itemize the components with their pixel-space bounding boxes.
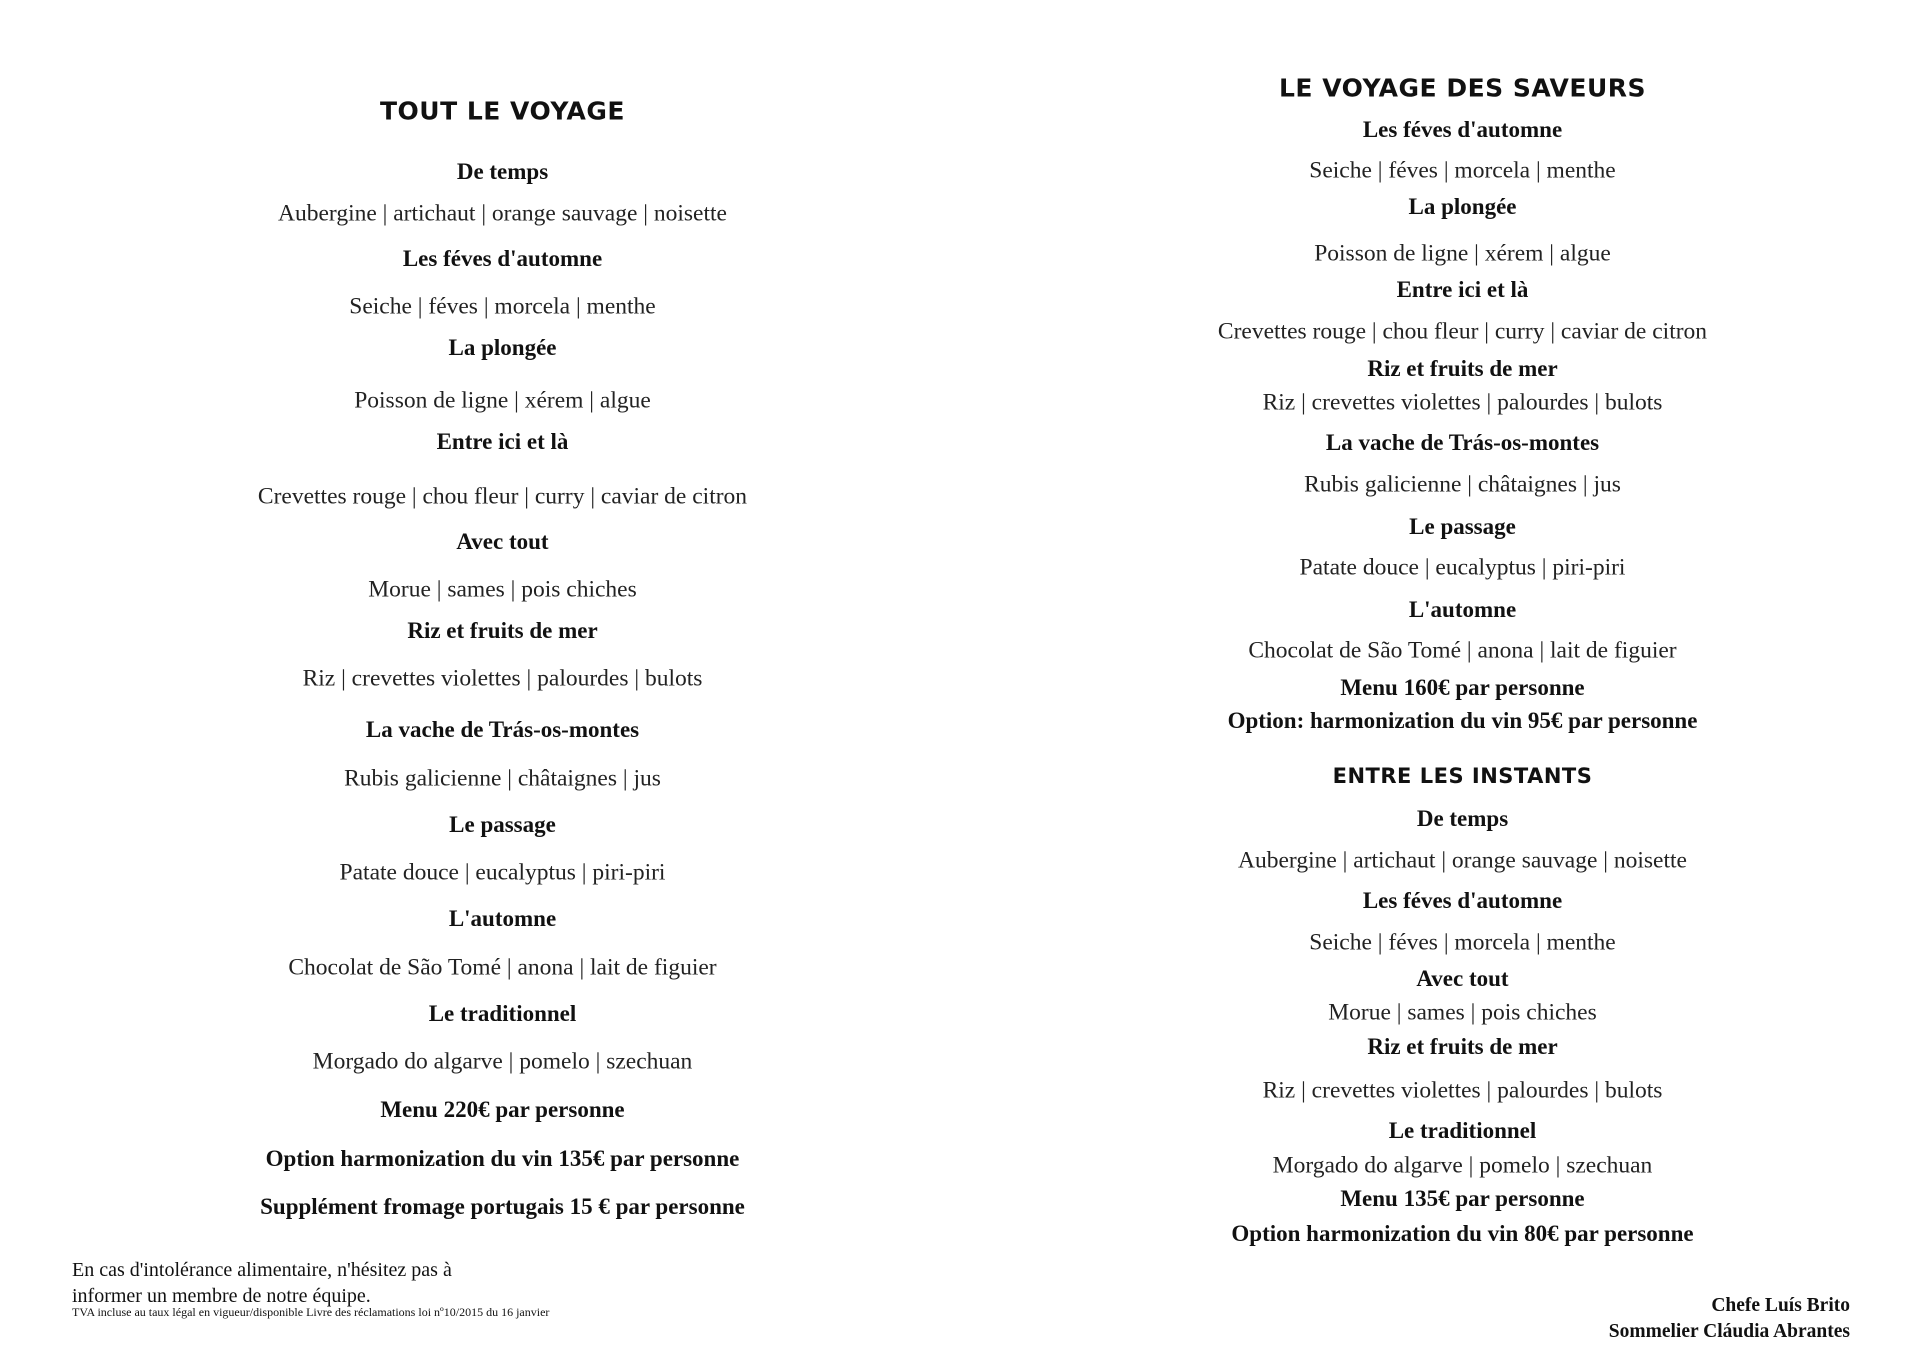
course-items: Rubis galicienne | châtaignes | jus xyxy=(344,765,661,792)
course-items: Aubergine | artichaut | orange sauvage | noisette xyxy=(1238,847,1687,874)
course-name: Riz et fruits de mer xyxy=(1367,356,1558,381)
course-items: Chocolat de São Tomé | anona | lait de figuier xyxy=(1248,637,1677,664)
course-name: Le passage xyxy=(1409,514,1516,539)
course-items: Poisson de ligne | xérem | algue xyxy=(1314,240,1611,267)
course-name: L'automne xyxy=(448,906,557,931)
menu-price: Menu 160€ par personne xyxy=(1340,675,1585,700)
wine-option: Option harmonization du vin 135€ par personne xyxy=(265,1146,740,1171)
course-name: L'automne xyxy=(1408,597,1517,622)
course-items: Morgado do algarve | pomelo | szechuan xyxy=(312,1048,693,1075)
chef-credit: Chefe Luís Brito xyxy=(1711,1295,1850,1316)
course-name: La plongée xyxy=(448,335,557,360)
course-name: La vache de Trás-os-montes xyxy=(365,717,640,742)
course-items: Poisson de ligne | xérem | algue xyxy=(354,387,651,414)
course-items: Morgado do algarve | pomelo | szechuan xyxy=(1272,1152,1653,1179)
course-items: Aubergine | artichaut | orange sauvage | noisette xyxy=(278,200,727,227)
allergy-notice-line: En cas d'intolérance alimentaire, n'hésitez pas à xyxy=(72,1259,452,1281)
menu-title: ENTRE LES INSTANTS xyxy=(1332,764,1593,788)
course-items: Riz | crevettes violettes | palourdes | bulots xyxy=(1262,389,1663,416)
course-items: Crevettes rouge | chou fleur | curry | caviar de citron xyxy=(1217,318,1708,345)
course-name: De temps xyxy=(456,159,549,184)
course-items: Seiche | féves | morcela | menthe xyxy=(1309,157,1616,184)
credits xyxy=(1609,1293,1850,1345)
course-items: Patate douce | eucalyptus | piri-piri xyxy=(1299,554,1626,581)
course-name: Avec tout xyxy=(1416,966,1509,991)
sommelier-credit: Sommelier Cláudia Abrantes xyxy=(1608,1321,1850,1342)
course-items: Seiche | féves | morcela | menthe xyxy=(349,293,656,320)
course-name: Entre ici et là xyxy=(1396,277,1529,302)
course-items: Riz | crevettes violettes | palourdes | bulots xyxy=(1262,1077,1663,1104)
course-name: Le traditionnel xyxy=(1388,1118,1537,1143)
legal-notice: TVA incluse au taux légal en vigueur/disponible Livre des réclamations loi nº10/2015 du 16 janvier xyxy=(72,1305,550,1319)
menu-title: TOUT LE VOYAGE xyxy=(379,96,625,126)
course-name: Les féves d'automne xyxy=(1362,117,1563,142)
course-name: La vache de Trás-os-montes xyxy=(1325,430,1600,455)
course-name: De temps xyxy=(1416,806,1509,831)
allergy-notice-line: informer un membre de notre équipe. xyxy=(72,1285,371,1307)
course-items: Crevettes rouge | chou fleur | curry | caviar de citron xyxy=(257,483,748,510)
course-name: Riz et fruits de mer xyxy=(1367,1034,1558,1059)
course-items: Rubis galicienne | châtaignes | jus xyxy=(1304,471,1621,498)
course-name: Les féves d'automne xyxy=(1362,888,1563,913)
course-name: Le passage xyxy=(449,812,556,837)
course-items: Seiche | féves | morcela | menthe xyxy=(1309,929,1616,956)
course-items: Patate douce | eucalyptus | piri-piri xyxy=(339,859,666,886)
wine-option: Option harmonization du vin 80€ par personne xyxy=(1231,1221,1694,1246)
course-items: Morue | sames | pois chiches xyxy=(1328,999,1597,1026)
menu-price: Menu 135€ par personne xyxy=(1340,1186,1585,1211)
menu-price: Menu 220€ par personne xyxy=(380,1097,625,1122)
menu-title: LE VOYAGE DES SAVEURS xyxy=(1278,73,1647,103)
course-name: Le traditionnel xyxy=(428,1001,577,1026)
course-name: Les féves d'automne xyxy=(402,246,603,271)
course-name: Avec tout xyxy=(456,529,549,554)
course-items: Morue | sames | pois chiches xyxy=(368,576,637,603)
course-name: La plongée xyxy=(1408,194,1517,219)
cheese-supplement: Supplément fromage portugais 15 € par personne xyxy=(260,1194,745,1219)
allergy-notice xyxy=(72,1257,452,1309)
course-items: Chocolat de São Tomé | anona | lait de figuier xyxy=(288,954,717,981)
wine-option: Option: harmonization du vin 95€ par personne xyxy=(1227,708,1698,733)
menu-right-column xyxy=(1005,0,1920,1358)
course-name: Riz et fruits de mer xyxy=(407,618,598,643)
course-name: Entre ici et là xyxy=(436,429,569,454)
course-items: Riz | crevettes violettes | palourdes | bulots xyxy=(302,665,703,692)
